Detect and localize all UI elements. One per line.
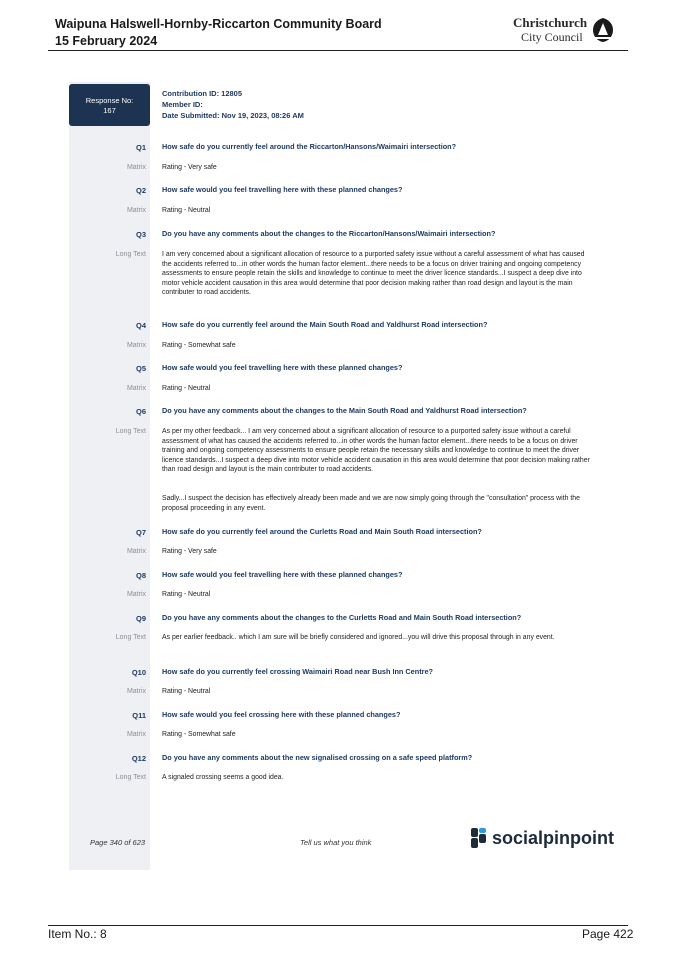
answer-type: Matrix [126, 591, 146, 598]
answer-type: Long Text [115, 251, 146, 258]
header-divider [48, 50, 628, 51]
question-text: Do you have any comments about the changes to the Main South Road and Yaldhurst Road intersection? [162, 406, 527, 415]
question-text: Do you have any comments about the changes to the Riccarton/Hansons/Waimairi intersection? [162, 229, 496, 238]
question-number: Q2 [135, 186, 146, 195]
question-number: Q6 [135, 407, 146, 416]
report-tagline: Tell us what you think [300, 838, 372, 847]
answer-text-continued: Sadly...I suspect the decision has effectively already been made and we are now simply going through the "consultation" process with the proposal proceeding in any event. [162, 495, 580, 512]
answer-text: As per my other feedback... I am very concerned about a significant allocation of resource to a purported safety issue without a careful assessment of what has caused the accidents referred to...in other words the human factor element...there needs to be a focus on driver training and ongoing competency assessments to ensure people retain the necessary skills and knowledge to continue to meet the driver licence standards...I suspect a deep dive into motor vehicle accident causation in this area would determine that poor decision making rather than road design and layout is the main contributer to road accidents. [162, 428, 590, 474]
answer-type: Matrix [126, 548, 146, 555]
question-number: Q9 [135, 614, 146, 623]
response-number: 167 [103, 106, 116, 115]
answer-text: Rating - Neutral [162, 688, 211, 695]
answer-type: Matrix [126, 688, 146, 695]
question-number: Q7 [135, 528, 146, 537]
question-text: How safe do you currently feel around the Main South Road and Yaldhurst Road intersection? [162, 320, 488, 329]
answer-type: Matrix [126, 385, 146, 392]
item-number: Item No.: 8 [48, 927, 107, 941]
answer-type: Matrix [126, 164, 146, 171]
question-number: Q3 [135, 230, 146, 239]
council-logo [513, 16, 615, 46]
response-badge-label: Response No: [85, 96, 134, 105]
answer-type: Long Text [115, 634, 146, 641]
answer-text: Rating - Very safe [162, 548, 217, 555]
question-number: Q8 [135, 571, 146, 580]
date-submitted: Date Submitted: Nov 19, 2023, 08:26 AM [162, 111, 304, 120]
question-text: How safe do you currently feel around the Riccarton/Hansons/Waimairi intersection? [162, 142, 457, 151]
question-text: How safe would you feel travelling here with these planned changes? [162, 570, 403, 579]
contribution-id: Contribution ID: 12805 [162, 89, 243, 98]
answer-text: Rating - Somewhat safe [162, 342, 236, 349]
answer-type: Long Text [115, 428, 146, 435]
question-text: How safe would you feel crossing here with these planned changes? [162, 710, 401, 719]
logo-line1: Christchurch [513, 15, 588, 30]
question-text: Do you have any comments about the new signalised crossing on a safe speed platform? [162, 753, 473, 762]
socialpinpoint-wordmark: socialpinpoint [492, 828, 615, 848]
socialpinpoint-logo [470, 827, 615, 849]
footer-divider [48, 925, 628, 926]
answer-text: As per earlier feedback.. which I am sure will be briefly considered and ignored...you will drive this proposal through in any event. [162, 634, 555, 641]
label-column [69, 82, 150, 870]
answer-text: Rating - Somewhat safe [162, 731, 236, 738]
logo-line2: City Council [521, 30, 583, 44]
answer-type: Matrix [126, 731, 146, 738]
answer-text: I am very concerned about a significant allocation of resource to a purported safety issue without a careful assessment of what has caused the accidents referred to...in other words the human factor element...there needs to be a focus on driver training and ongoing competency assessments to ensure people retain the skills and knowledge to continue to meet the driver licence standards...I suspect a deep dive into motor vehicle accident causation in this area would determine that poor decision making rather than road design and layout is the main contributer to road accidents. [162, 251, 585, 297]
report-page-number: Page 340 of 623 [90, 838, 146, 847]
member-id: Member ID: [162, 100, 203, 109]
question-number: Q1 [135, 143, 146, 152]
response-badge [69, 84, 150, 126]
question-text: How safe would you feel travelling here with these planned changes? [162, 185, 403, 194]
question-number: Q5 [135, 364, 146, 373]
question-text: How safe do you currently feel crossing Waimairi Road near Bush Inn Centre? [162, 667, 433, 676]
question-text: Do you have any comments about the changes to the Curletts Road and Main South Road intersection? [162, 613, 522, 622]
answer-type: Long Text [115, 774, 146, 781]
answer-text: Rating - Very safe [162, 164, 217, 171]
answer-type: Matrix [126, 342, 146, 349]
question-text: How safe would you feel travelling here with these planned changes? [162, 363, 403, 372]
meeting-date: 15 February 2024 [55, 34, 158, 48]
answer-text: Rating - Neutral [162, 207, 211, 214]
page-number: Page 422 [582, 927, 634, 941]
response-meta [162, 88, 304, 121]
cathedral-icon [591, 17, 615, 43]
question-text: How safe do you currently feel around the Curletts Road and Main South Road intersection? [162, 527, 482, 536]
question-number: Q11 [132, 711, 146, 720]
question-number: Q4 [135, 321, 146, 330]
question-number: Q12 [131, 754, 146, 763]
question-number: Q10 [131, 668, 146, 677]
answer-text: Rating - Neutral [162, 385, 211, 392]
answer-type: Matrix [126, 207, 146, 214]
answer-text: A signaled crossing seems a good idea. [162, 774, 284, 781]
pinpoint-icon [470, 827, 488, 849]
answer-text: Rating - Neutral [162, 591, 211, 598]
document-title: Waipuna Halswell-Hornby-Riccarton Community Board [55, 17, 382, 31]
